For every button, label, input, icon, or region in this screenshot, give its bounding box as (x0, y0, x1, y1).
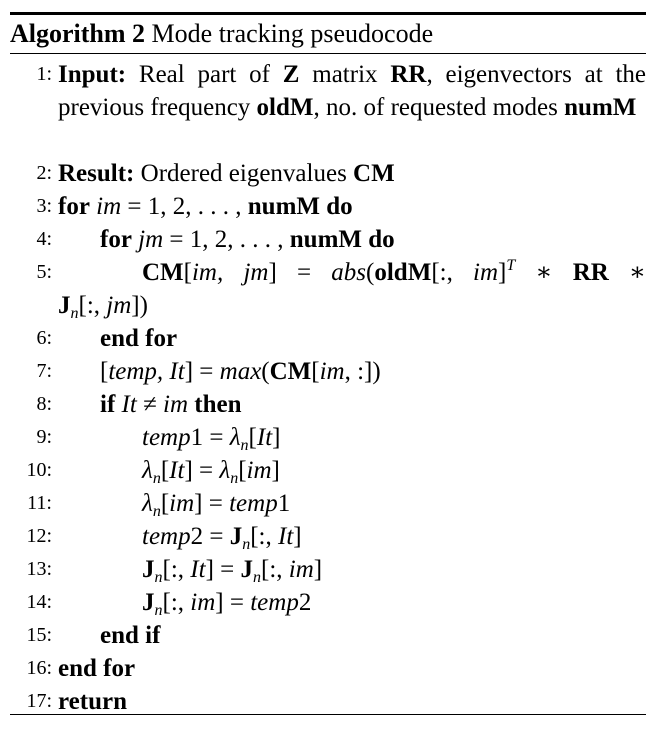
keyword-input: Input: (58, 61, 127, 88)
line-content: CM[im, jm] = abs(oldM[:, im]$^T$ ∗ RR ∗ $J_n$[:, jm]) (58, 257, 646, 322)
caption-label: Algorithm 2 (10, 19, 146, 48)
line-number: 13: (26, 558, 52, 580)
algo-line-7 (10, 355, 646, 388)
algo-line-12 (10, 520, 646, 553)
line-content: end for (58, 655, 136, 682)
algo-line-15 (10, 619, 646, 652)
algo-line-10 (10, 454, 646, 487)
algo-line-9 (10, 421, 646, 454)
line-number: 7: (36, 360, 52, 382)
algo-line-13 (10, 553, 646, 586)
line-content: $\lambda_n[im]$ = temp1 (142, 490, 291, 520)
line-number: 3: (36, 195, 52, 217)
algo-line-8 (10, 388, 646, 421)
algorithm-lines (10, 54, 646, 718)
line-content: return (58, 688, 127, 715)
line-content: $J_n$[:, $It] = J_n$[:, im] (142, 556, 323, 586)
algorithm-caption (10, 15, 646, 53)
line-number: 9: (36, 426, 52, 448)
line-number: 2: (36, 162, 52, 184)
algo-line-5 (10, 256, 646, 322)
line-content: Input: Real part of Z matrix RR, eigenvectors at the previous frequency oldM, no. of requested modes numM (58, 61, 646, 121)
line-content: Result: Ordered eigenvalues CM (58, 160, 395, 187)
line-number: 1: (36, 63, 52, 85)
line-number: 5: (36, 261, 52, 283)
keyword-result: Result: (58, 160, 135, 187)
line-number: 6: (36, 327, 52, 349)
algo-line-14 (10, 586, 646, 619)
line-number: 15: (26, 624, 52, 646)
line-content: $\lambda_n[It] = \lambda_n[im]$ (142, 457, 280, 487)
line-number: 8: (36, 393, 52, 415)
line-content: end if (100, 622, 161, 649)
algo-line-4 (10, 223, 646, 256)
line-content: for im = 1, 2, . . . , numM do (58, 193, 353, 220)
line-number: 16: (26, 657, 52, 679)
algorithm-block (10, 12, 646, 718)
line-number: 4: (36, 228, 52, 250)
line-number: 11: (27, 492, 52, 514)
algo-line-16 (10, 652, 646, 685)
line-number: 12: (26, 525, 52, 547)
line-content: temp2 = $J_n$[:, It] (142, 523, 302, 553)
line-number: 17: (26, 690, 52, 712)
line-content: for jm = 1, 2, . . . , numM do (100, 226, 395, 253)
line-content: end for (100, 325, 178, 352)
algo-line-2 (10, 157, 646, 190)
line-content: [temp, It] = max(CM[im, :]) (100, 358, 381, 385)
line-content: temp1 = $\lambda_n[It]$ (142, 424, 281, 454)
bottom-rule (10, 714, 646, 715)
algo-line-11 (10, 487, 646, 520)
line-content: if It ≠ im then (100, 391, 242, 418)
line-content: $J_n$[:, im] = temp2 (142, 589, 312, 619)
algo-line-1 (10, 58, 646, 157)
line-number: 10: (26, 459, 52, 481)
caption-title: Mode tracking pseudocode (151, 19, 434, 48)
algo-line-6 (10, 322, 646, 355)
line-number: 14: (26, 591, 52, 613)
algo-line-3 (10, 190, 646, 223)
